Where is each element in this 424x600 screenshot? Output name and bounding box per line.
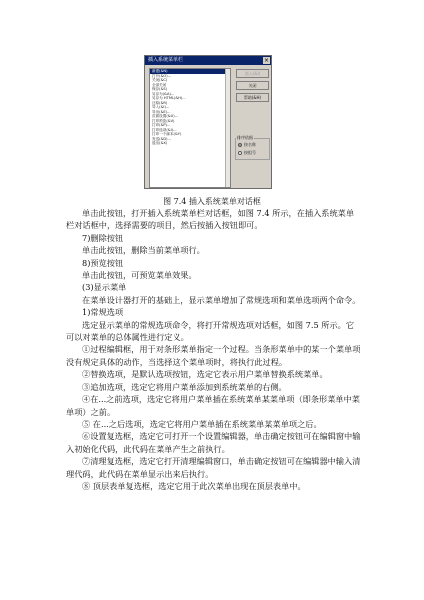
list-item[interactable]: 导入(&I)... — [152, 105, 170, 109]
paragraph: ⑧ 顶层表单复选框，选定它用于此次菜单出现在顶层表单中。 — [82, 480, 306, 491]
paragraph: ①过程编辑框，用于对条形菜单指定一个过程。当条形菜单中的某一个菜单项没有规定具体的动作，当选择这个菜单项时，将执行此过程。 — [66, 344, 361, 367]
sort-label: 排序依据 — [237, 135, 253, 140]
figure-caption: 图 7.4 插入系统菜单对话框 — [163, 197, 261, 206]
list-item[interactable]: 还原(&R) — [152, 100, 168, 105]
list-scrollbar[interactable] — [225, 69, 230, 187]
list-item[interactable]: 保存(&S) — [152, 87, 168, 91]
paragraph: ⑥设置复选框，选定它可打开一个设置编辑器，单击确定按钮可在编辑窗中输入初始化代码，此代码在菜单产生之前执行。 — [66, 431, 361, 454]
radio-off-icon — [238, 151, 242, 155]
document-body — [66, 207, 362, 492]
list-item[interactable] — [150, 182, 230, 187]
radio-option-name[interactable] — [238, 142, 256, 147]
radio-label: 按组号 — [244, 150, 256, 155]
paragraph: 单击此按钮，删除当前菜单项行。 — [82, 245, 205, 256]
list-item[interactable]: 关闭(&C) — [152, 78, 168, 82]
list-item[interactable]: 打印选项(&I)... — [152, 127, 177, 132]
paragraph: ④在...之前选项，选定它将用户菜单插在系统菜单某菜单项（即条形菜单中菜单项）之前。 — [66, 394, 360, 417]
list-item[interactable]: 发送(&D)... — [152, 136, 171, 141]
paragraph: 选定显示菜单的常规选项命令，将打开常规选项对话框，如图 7.5 所示。它可以对菜单的总体属性进行定义。 — [66, 319, 355, 343]
list-item[interactable]: 退出(&X) — [152, 141, 168, 145]
paragraph: 8)预览按钮 — [82, 257, 124, 268]
list-item[interactable]: 打印一个副本(&Y) — [152, 132, 182, 136]
help-button[interactable]: 帮助(&H) — [236, 93, 269, 102]
paragraph: 1)常规选项 — [82, 307, 124, 318]
list-item[interactable]: 打印(&P)... — [152, 123, 171, 127]
radio-option-group[interactable] — [238, 150, 256, 155]
insert-system-menu-dialog — [144, 55, 272, 189]
list-item[interactable]: 全部关闭 — [152, 82, 167, 87]
list-item[interactable]: 另存为(&A)... — [152, 91, 175, 96]
close-icon[interactable]: × — [263, 57, 270, 64]
paragraph: 在菜单设计器打开的基础上，显示菜单增加了常规选项和菜单选项两个命令。 — [82, 294, 361, 305]
paragraph: (3)显示菜单 — [82, 282, 127, 293]
list-item[interactable]: 导出(&E)... — [152, 109, 171, 114]
list-item[interactable]: 另存为 HTML(&H)... — [152, 96, 186, 100]
paragraph: 单击此按钮，打开插入系统菜单栏对话框，如图 7.4 所示，在插入系统菜单栏对话框中，选择需要的项目，然后按插入按钮即可。 — [66, 208, 355, 231]
paragraph: ③追加选项，选定它将用户菜单添加到系统菜单的右侧。 — [82, 381, 287, 392]
list-item[interactable]: 打开(&O)... — [152, 73, 172, 78]
paragraph: ②替换选项，是默认选项按钮，选定它表示用户菜单替换系统菜单。 — [82, 369, 328, 380]
paragraph: ⑦清理复选框，选定它打开清理编辑窗口，单击确定按钮可在编辑器中输入清理代码，此代码在菜单显示出来后执行。 — [66, 456, 361, 479]
radio-on-icon — [238, 143, 242, 147]
paragraph: ⑤ 在...之后选项，选定它将用户菜单插在系统菜单某菜单项之后。 — [82, 418, 322, 429]
dialog-titlebar — [145, 56, 271, 65]
list-item[interactable]: 页面设置(&U)... — [152, 114, 179, 118]
menu-item-list[interactable] — [149, 68, 231, 188]
list-item[interactable]: 打印预览(&V) — [152, 118, 175, 123]
insert-button[interactable]: 插入(&I) — [236, 69, 269, 78]
paragraph: 单击此按钮，可预览菜单效果。 — [82, 270, 197, 281]
dialog-title: 插入系统菜单栏 — [148, 57, 184, 63]
paragraph: 7)删除按钮 — [82, 232, 124, 243]
radio-label: 按名称 — [244, 142, 256, 147]
close-button[interactable]: 关闭 — [236, 81, 269, 90]
list-item[interactable]: 新建(&N) — [150, 69, 230, 74]
